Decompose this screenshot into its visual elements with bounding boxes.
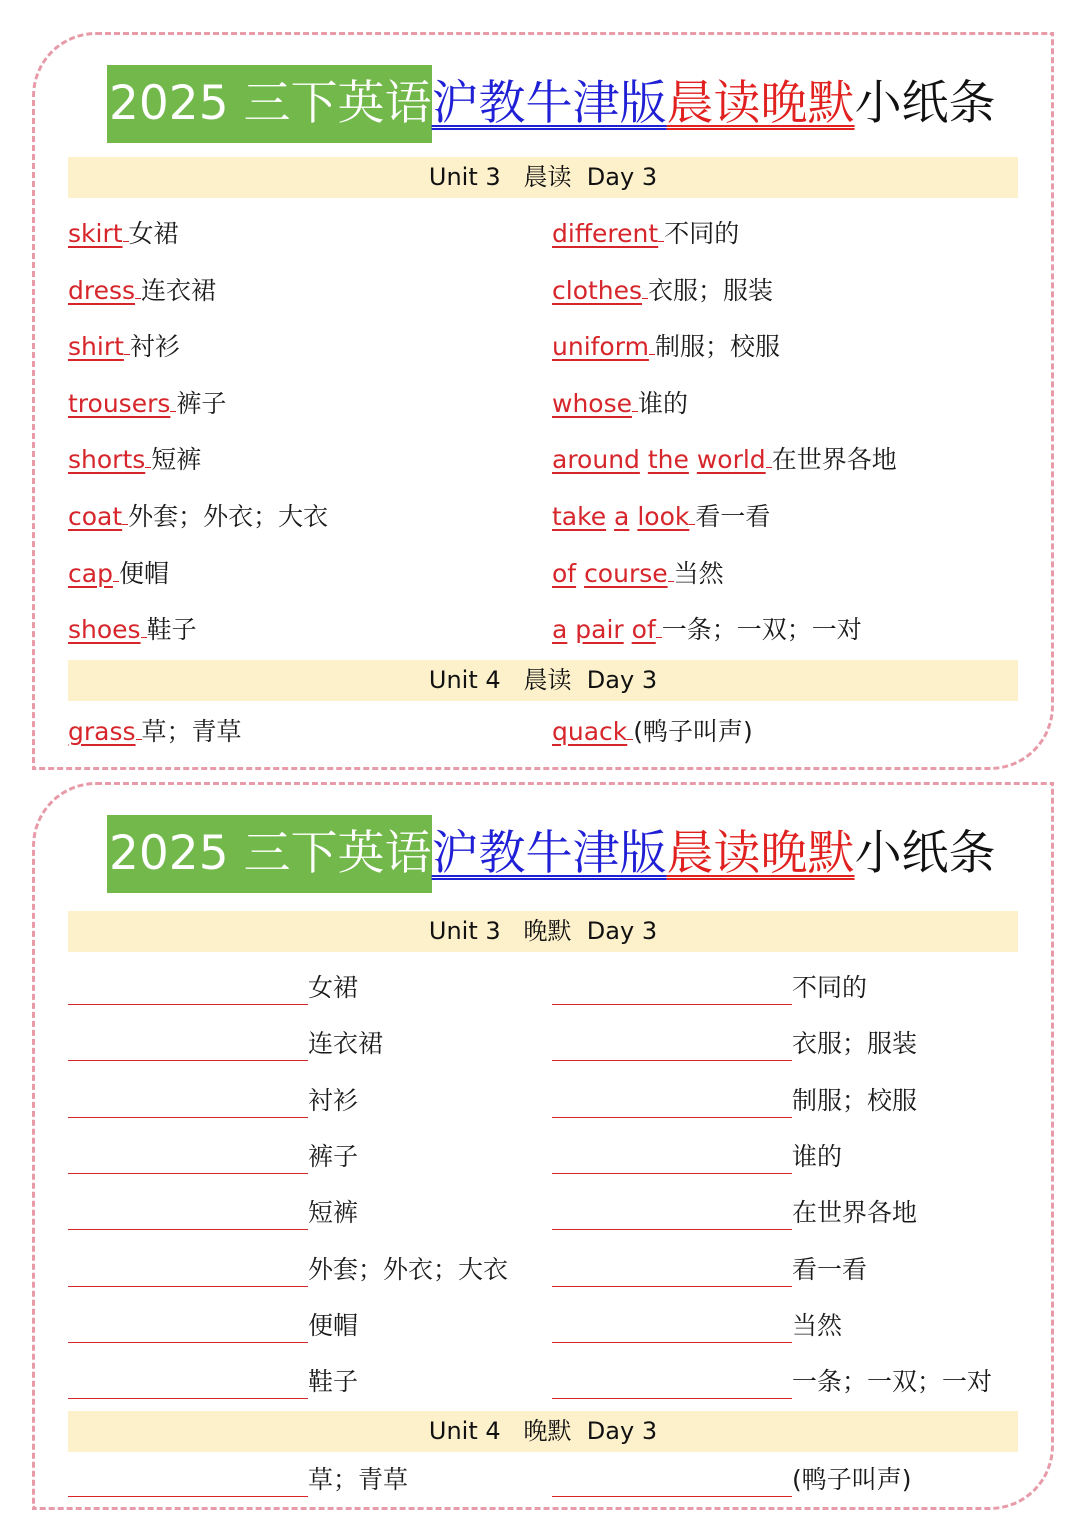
vocab-item — [552, 217, 739, 251]
answer-blank[interactable] — [68, 1199, 308, 1230]
english-word: of — [552, 558, 577, 588]
chinese-meaning: 当然 — [673, 558, 724, 588]
dictation-item — [68, 1253, 508, 1287]
vocab-item — [68, 387, 226, 421]
answer-blank[interactable] — [68, 1143, 308, 1174]
answer-blank[interactable] — [552, 1199, 792, 1230]
english-word: coat — [68, 502, 123, 531]
chinese-meaning: 女裙 — [308, 973, 359, 1002]
english-word: look — [637, 502, 690, 531]
answer-blank[interactable] — [552, 1466, 792, 1497]
vocab-item — [68, 217, 179, 251]
chinese-meaning: 当然 — [792, 1310, 843, 1340]
chinese-meaning: 衣服；服装 — [648, 275, 774, 305]
chinese-meaning: 谁的 — [638, 388, 689, 418]
vocab-item — [552, 500, 770, 534]
dictation-item — [552, 1140, 842, 1174]
english-word: cap — [68, 558, 113, 588]
dictation-item — [552, 1309, 842, 1343]
dictation-item — [68, 1027, 383, 1061]
page-title-2 — [107, 815, 996, 893]
chinese-meaning: 衣服；服装 — [792, 1029, 918, 1059]
answer-blank[interactable] — [552, 1087, 792, 1118]
answer-blank[interactable] — [68, 974, 308, 1005]
dictation-item — [68, 1140, 358, 1174]
dictation-item — [552, 1196, 917, 1230]
unit3-morning-header: Unit 3 晨读 Day 3 — [68, 157, 1018, 198]
chinese-meaning: 便帽 — [118, 558, 169, 588]
dictation-item — [552, 1365, 992, 1399]
dictation-item — [68, 971, 358, 1005]
english-word: skirt — [68, 219, 123, 248]
answer-blank[interactable] — [552, 974, 792, 1005]
chinese-meaning: 谁的 — [792, 1141, 843, 1171]
chinese-meaning: 草；青草 — [141, 717, 242, 746]
english-word: quack — [552, 717, 628, 746]
vocab-item — [552, 274, 773, 308]
answer-blank[interactable] — [552, 1256, 792, 1287]
english-word: course — [584, 558, 668, 588]
answer-blank[interactable] — [552, 1143, 792, 1174]
answer-blank[interactable] — [68, 1312, 308, 1343]
english-word: shorts — [68, 445, 146, 475]
english-word: shirt — [68, 332, 124, 362]
answer-blank[interactable] — [68, 1256, 308, 1287]
vocab-item — [552, 443, 897, 477]
vocab-item — [552, 387, 688, 421]
vocab-item — [68, 500, 328, 534]
chinese-meaning: 制服；校服 — [654, 332, 780, 362]
chinese-meaning: 一条；一双；一对 — [792, 1367, 993, 1397]
english-word: pair — [575, 615, 624, 645]
answer-blank[interactable] — [68, 1087, 308, 1118]
unit3-evening-header: Unit 3 晚默 Day 3 — [68, 911, 1018, 952]
english-word: shoes — [68, 615, 141, 645]
morning-reading-card — [32, 32, 1054, 770]
english-word: a — [552, 615, 568, 645]
english-word: the — [647, 445, 689, 475]
chinese-meaning: 鞋子 — [146, 615, 197, 645]
dictation-item — [552, 1084, 917, 1118]
answer-blank[interactable] — [552, 1312, 792, 1343]
page-title — [107, 65, 996, 143]
english-word: take — [552, 502, 607, 531]
answer-blank[interactable] — [68, 1368, 308, 1399]
answer-blank[interactable] — [552, 1368, 792, 1399]
english-word: a — [614, 502, 630, 531]
chinese-meaning: 不同的 — [664, 219, 740, 248]
chinese-meaning: 连衣裙 — [308, 1029, 384, 1059]
chinese-meaning: 不同的 — [792, 973, 868, 1002]
title-year-subject: 2025 三下英语 — [107, 65, 432, 143]
answer-blank[interactable] — [552, 1030, 792, 1061]
dictation-item — [68, 1196, 358, 1230]
chinese-meaning: 在世界各地 — [792, 1198, 918, 1228]
unit4-evening-right-item — [552, 1463, 912, 1497]
chinese-meaning: (鸭子叫声) — [792, 1465, 912, 1494]
title-morning-evening: 晨读晚默 — [666, 76, 855, 131]
title-notes: 小纸条 — [854, 826, 996, 881]
title-edition: 沪教牛津版 — [431, 826, 667, 881]
vocab-item — [68, 443, 201, 477]
english-word: clothes — [552, 275, 643, 305]
title-year-subject: 2025 三下英语 — [107, 815, 432, 893]
chinese-meaning: 鞋子 — [308, 1367, 359, 1397]
dictation-item — [552, 1253, 867, 1287]
chinese-meaning: 外套；外衣；大衣 — [308, 1254, 509, 1284]
vocab-item — [68, 274, 216, 308]
english-word: world — [696, 445, 766, 475]
chinese-meaning: 短裤 — [308, 1198, 359, 1228]
dictation-item — [552, 971, 867, 1005]
title-morning-evening: 晨读晚默 — [666, 826, 855, 881]
english-word: whose — [552, 388, 632, 418]
chinese-meaning: 看一看 — [695, 502, 771, 531]
vocab-item — [68, 613, 197, 647]
chinese-meaning: 女裙 — [128, 219, 179, 248]
chinese-meaning: 裤子 — [176, 388, 227, 418]
unit4-morning-right-item — [552, 715, 753, 749]
dictation-item — [552, 1027, 917, 1061]
chinese-meaning: 看一看 — [792, 1254, 868, 1284]
vocab-item — [68, 330, 180, 364]
dictation-item — [68, 1365, 358, 1399]
english-word: dress — [68, 275, 136, 305]
chinese-meaning: 衬衫 — [129, 332, 180, 362]
chinese-meaning: 连衣裙 — [141, 275, 217, 305]
chinese-meaning: 在世界各地 — [771, 445, 897, 475]
evening-dictation-card — [32, 782, 1054, 1510]
unit4-evening-left-item — [68, 1463, 408, 1497]
unit4-morning-left-item — [68, 715, 242, 749]
vocab-item — [552, 330, 780, 364]
answer-blank[interactable] — [68, 1030, 308, 1061]
dictation-item — [68, 1309, 358, 1343]
chinese-meaning: 衬衫 — [308, 1085, 359, 1115]
english-word: of — [631, 615, 656, 645]
vocab-item — [552, 557, 724, 591]
vocab-item — [552, 613, 862, 647]
dictation-item — [68, 1084, 358, 1118]
title-notes: 小纸条 — [854, 76, 996, 131]
english-word: uniform — [552, 332, 649, 362]
english-word: different — [552, 219, 659, 248]
english-word: trousers — [68, 388, 171, 418]
chinese-meaning: 裤子 — [308, 1141, 359, 1171]
english-word: around — [552, 445, 640, 475]
answer-blank[interactable] — [68, 1466, 308, 1497]
chinese-meaning: 便帽 — [308, 1310, 359, 1340]
unit4-morning-header: Unit 4 晨读 Day 3 — [68, 660, 1018, 701]
vocab-item — [68, 557, 169, 591]
unit4-evening-header: Unit 4 晚默 Day 3 — [68, 1411, 1018, 1452]
chinese-meaning: 草；青草 — [308, 1465, 409, 1494]
title-edition: 沪教牛津版 — [431, 76, 667, 131]
chinese-meaning: 外套；外衣；大衣 — [128, 502, 329, 531]
english-word: grass — [68, 717, 136, 746]
chinese-meaning: 一条；一双；一对 — [661, 615, 862, 645]
chinese-meaning: 短裤 — [151, 445, 202, 475]
chinese-meaning: (鸭子叫声) — [633, 717, 753, 746]
chinese-meaning: 制服；校服 — [792, 1085, 918, 1115]
